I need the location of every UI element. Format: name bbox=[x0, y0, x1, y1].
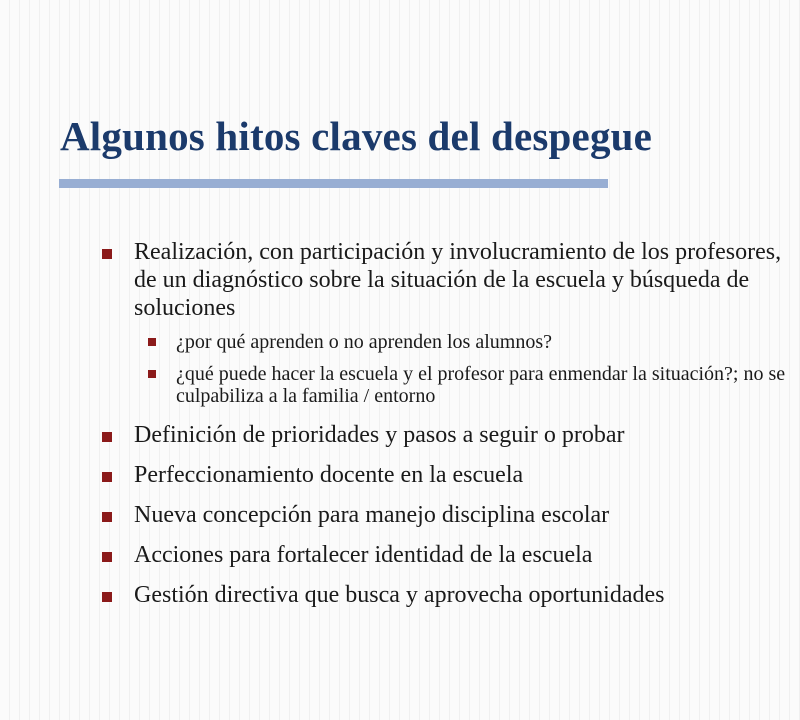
square-bullet-icon bbox=[102, 432, 112, 442]
square-bullet-icon bbox=[102, 552, 112, 562]
square-bullet-icon bbox=[102, 249, 112, 259]
bullet-list bbox=[100, 238, 796, 621]
bullet-item bbox=[100, 501, 796, 529]
bullet-text: Nueva concepción para manejo disciplina escolar bbox=[134, 502, 610, 528]
bullet-text: Gestión directiva que busca y aprovecha oportunidades bbox=[134, 582, 665, 608]
bullet-item bbox=[100, 238, 796, 407]
square-bullet-icon bbox=[148, 338, 156, 346]
bullet-text: Perfeccionamiento docente en la escuela bbox=[134, 462, 524, 488]
square-bullet-icon bbox=[102, 472, 112, 482]
slide-title: Algunos hitos claves del despegue bbox=[60, 113, 653, 159]
bullet-text: Realización, con participación y involucramiento de los profesores, de un diagnóstico sobre la situación de la escuela y búsqueda de soluciones bbox=[134, 239, 782, 321]
bullet-text: Definición de prioridades y pasos a seguir o probar bbox=[134, 422, 625, 448]
square-bullet-icon bbox=[102, 512, 112, 522]
sub-bullet-text: ¿por qué aprenden o no aprenden los alumnos? bbox=[176, 331, 552, 353]
square-bullet-icon bbox=[102, 592, 112, 602]
bullet-item bbox=[100, 541, 796, 569]
bullet-item bbox=[100, 581, 796, 609]
sub-bullet-item bbox=[134, 331, 796, 353]
sub-bullet-text: ¿qué puede hacer la escuela y el profesor para enmendar la situación?; no se culpabiliza a la familia / entorno bbox=[176, 363, 786, 407]
title-underline bbox=[59, 179, 608, 188]
square-bullet-icon bbox=[148, 370, 156, 378]
sub-bullet-list bbox=[134, 331, 796, 407]
bullet-item bbox=[100, 421, 796, 449]
bullet-item bbox=[100, 461, 796, 489]
sub-bullet-item bbox=[134, 363, 796, 407]
bullet-text: Acciones para fortalecer identidad de la escuela bbox=[134, 542, 593, 568]
